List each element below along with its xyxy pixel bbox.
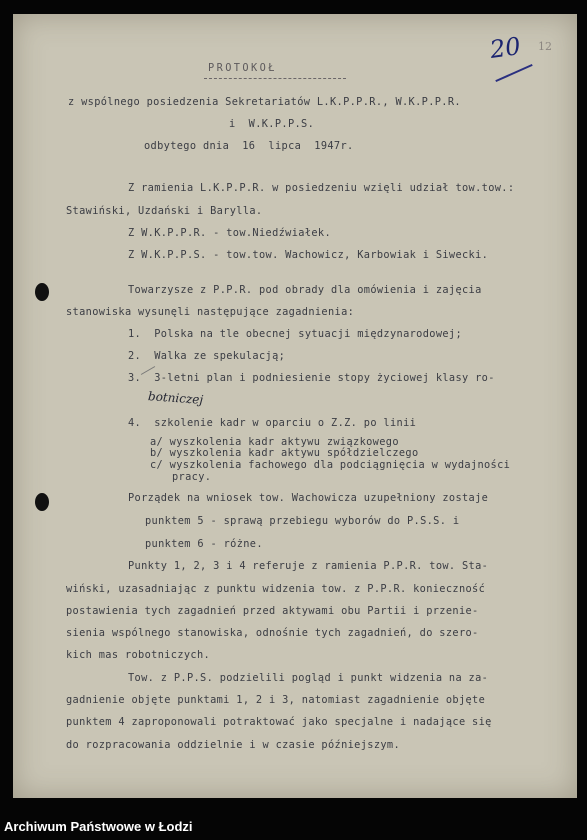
body-line: Z W.K.P.P.R. - tow.Niedźwiałek. <box>128 227 332 239</box>
header-line: i W.K.P.P.S. <box>229 118 315 130</box>
body-line: Towarzysze z P.P.R. pod obrady dla omówienia i zajęcia <box>128 284 482 296</box>
body-line: gadnienie objęte punktami 1, 2 i 3, natomiast zagadnienie objęte <box>66 694 486 706</box>
body-line: Z W.K.P.P.S. - tow.tow. Wachowicz, Karbowiak i Siwecki. <box>128 249 489 261</box>
body-line: Tow. z P.P.S. podzielili pogląd i punkt widzenia na za- <box>128 672 489 684</box>
header-line: z wspólnego posiedzenia Sekretariatów L.K.P.P.R., W.K.P.P.R. <box>68 96 461 108</box>
agenda-item: 3. 3-letni plan i podniesienie stopy życiowej klasy ro- <box>128 372 495 384</box>
page-number-handwritten: 20 <box>488 32 523 64</box>
body-line: do rozpracowania oddzielnie i w czasie późniejszym. <box>66 739 401 751</box>
body-line: punktem 6 - różne. <box>145 538 263 550</box>
agenda-subitem: c/ wyszkolenia fachowego dla podciągnięcia w wydajności <box>150 459 511 471</box>
punch-hole <box>35 493 49 511</box>
archive-footer-bar <box>0 816 587 840</box>
handwritten-insertion: botniczej <box>147 389 204 407</box>
document-title: PROTOKOŁ <box>208 62 277 74</box>
agenda-subitem: a/ wyszkolenia kadr aktywu związkowego <box>150 436 399 448</box>
agenda-item: 1. Polska na tle obecnej sytuacji międzynarodowej; <box>128 328 463 340</box>
agenda-item: 4. szkolenie kadr w oparciu o Z.Z. po linii <box>128 417 417 429</box>
header-line: odbytego dnia 16 lipca 1947r. <box>144 140 354 152</box>
body-line: kich mas robotniczych. <box>66 649 211 661</box>
body-line: Porządek na wniosek tow. Wachowicza uzupełniony zostaje <box>128 492 489 504</box>
body-line: Z ramienia L.K.P.P.R. w posiedzeniu wzięli udział tow.tow.: <box>128 182 515 194</box>
archive-label: Archiwum Państwowe w Łodzi <box>4 819 193 834</box>
page-number-old: 12 <box>538 40 552 53</box>
body-line: stanowiska wysunęli następujące zagadnienia: <box>66 306 355 318</box>
body-line: punktem 4 zaproponowali potraktować jako specjalne i nadające się <box>66 716 492 728</box>
agenda-subitem: pracy. <box>172 471 212 483</box>
agenda-item: 2. Walka ze spekulacją; <box>128 350 286 362</box>
agenda-subitem: b/ wyszkolenia kadr aktywu spółdzielczego <box>150 447 419 459</box>
body-line: Stawiński, Uzdański i Barylla. <box>66 205 263 217</box>
body-line: postawienia tych zagadnień przed aktywami obu Partii i przenie- <box>66 605 479 617</box>
body-line: wiński, uzasadniając z punktu widzenia tow. z P.P.R. konieczność <box>66 583 486 595</box>
punch-hole <box>35 283 49 301</box>
title-underline <box>204 78 346 79</box>
body-line: Punkty 1, 2, 3 i 4 referuje z ramienia P.P.R. tow. Sta- <box>128 560 489 572</box>
body-line: punktem 5 - sprawą przebiegu wyborów do P.S.S. i <box>145 515 460 527</box>
body-line: sienia wspólnego stanowiska, odnośnie tych zagadnień, do szero- <box>66 627 479 639</box>
